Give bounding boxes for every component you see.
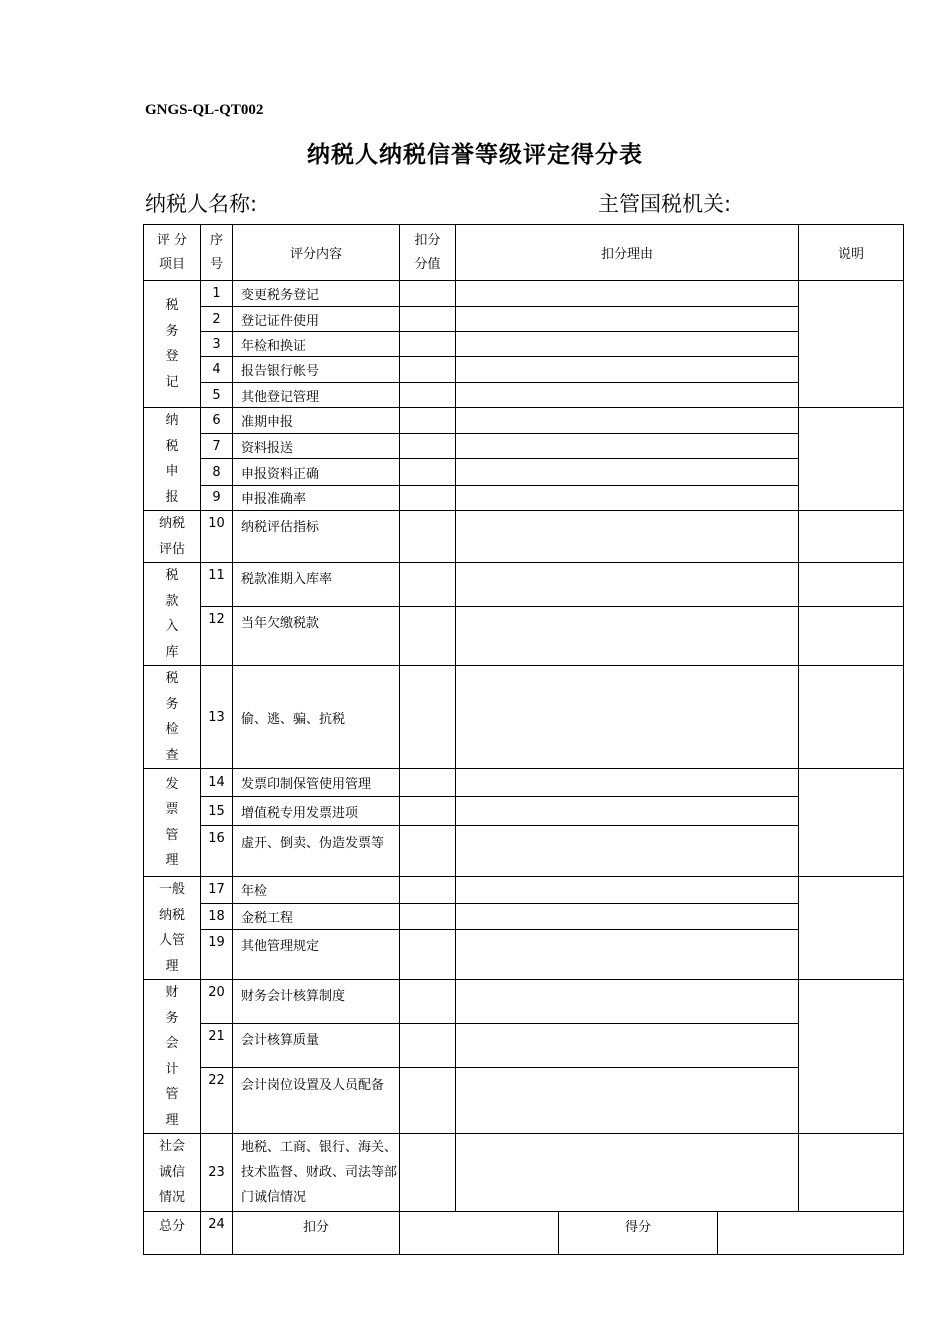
row-content: 虚开、倒卖、伪造发票等 [233, 826, 400, 877]
deduction-cell[interactable] [400, 281, 456, 307]
row-content: 会计核算质量 [233, 1024, 400, 1068]
row-number: 18 [201, 903, 233, 929]
header-number: 序 号 [201, 225, 233, 281]
document-code: GNGS-QL-QT002 [145, 102, 264, 118]
row-number: 1 [201, 281, 233, 307]
reason-cell[interactable] [456, 980, 799, 1024]
table-row [144, 307, 904, 332]
category-tax-payment: 税 款 入 库 [144, 563, 201, 666]
row-content: 变更税务登记 [233, 281, 400, 307]
score-table [143, 224, 904, 1255]
note-cell[interactable] [799, 281, 904, 408]
row-number: 14 [201, 769, 233, 797]
category-financial-accounting-management: 财 务 会 计 管 理 [144, 980, 201, 1134]
reason-cell[interactable] [456, 459, 799, 485]
row-number: 4 [201, 357, 233, 383]
note-cell[interactable] [799, 769, 904, 877]
row-content: 地税、工商、银行、海关、技术监督、财政、司法等部门诚信情况 [233, 1134, 400, 1212]
table-row [144, 826, 904, 877]
table-row [144, 1068, 904, 1134]
reason-cell[interactable] [456, 307, 799, 332]
total-score-label: 总分 [144, 1211, 201, 1254]
deduction-cell[interactable] [400, 459, 456, 485]
table-row [144, 281, 904, 307]
deduction-cell[interactable] [400, 797, 456, 826]
reason-cell[interactable] [456, 332, 799, 357]
row-number: 5 [201, 383, 233, 408]
row-content: 金税工程 [233, 903, 400, 929]
header-reason: 扣分理由 [456, 225, 799, 281]
deduction-cell[interactable] [400, 511, 456, 563]
score-value-cell[interactable] [718, 1211, 904, 1254]
table-row [144, 769, 904, 797]
deduction-cell[interactable] [400, 769, 456, 797]
row-number: 17 [201, 877, 233, 904]
deduction-cell[interactable] [400, 485, 456, 510]
deduction-cell[interactable] [400, 408, 456, 434]
deduction-cell[interactable] [400, 607, 456, 666]
table-row [144, 357, 904, 383]
table-row [144, 903, 904, 929]
summary-row [144, 1211, 904, 1254]
row-content: 税款准期入库率 [233, 563, 400, 607]
table-row [144, 434, 904, 459]
reason-cell[interactable] [456, 281, 799, 307]
table-row [144, 383, 904, 408]
deduction-cell[interactable] [400, 383, 456, 408]
row-content: 资料报送 [233, 434, 400, 459]
row-number: 7 [201, 434, 233, 459]
reason-cell[interactable] [456, 1068, 799, 1134]
row-content: 年检 [233, 877, 400, 904]
deduction-cell[interactable] [400, 307, 456, 332]
taxpayer-name-label: 纳税人名称: [145, 192, 258, 216]
reason-cell[interactable] [456, 511, 799, 563]
deduction-cell[interactable] [400, 666, 456, 769]
reason-cell[interactable] [456, 797, 799, 826]
row-content: 年检和换证 [233, 332, 400, 357]
reason-cell[interactable] [456, 357, 799, 383]
row-number: 12 [201, 607, 233, 666]
row-content: 其他管理规定 [233, 929, 400, 979]
category-invoice-management: 发 票 管 理 [144, 769, 201, 877]
deduction-cell[interactable] [400, 929, 456, 979]
row-number: 22 [201, 1068, 233, 1134]
table-row [144, 929, 904, 979]
deduction-cell[interactable] [400, 826, 456, 877]
reason-cell[interactable] [456, 1134, 799, 1212]
table-row [144, 607, 904, 666]
row-number: 20 [201, 980, 233, 1024]
category-tax-registration: 税 务 登 记 [144, 281, 201, 408]
reason-cell[interactable] [456, 434, 799, 459]
row-number: 13 [201, 666, 233, 769]
row-number: 6 [201, 408, 233, 434]
note-cell[interactable] [799, 980, 904, 1134]
note-cell[interactable] [799, 607, 904, 666]
deduction-cell[interactable] [400, 563, 456, 607]
row-number: 19 [201, 929, 233, 979]
reason-cell[interactable] [456, 1024, 799, 1068]
table-row [144, 666, 904, 769]
tax-authority-label: 主管国税机关: [598, 192, 732, 216]
reason-cell[interactable] [456, 769, 799, 797]
deduction-cell[interactable] [400, 332, 456, 357]
deduction-cell[interactable] [400, 877, 456, 904]
header-category: 评 分 项目 [144, 225, 201, 281]
row-number: 3 [201, 332, 233, 357]
row-number: 9 [201, 485, 233, 510]
row-content: 其他登记管理 [233, 383, 400, 408]
row-number: 23 [201, 1134, 233, 1212]
row-number: 15 [201, 797, 233, 826]
deduct-label: 扣分 [233, 1211, 400, 1254]
row-content: 财务会计核算制度 [233, 980, 400, 1024]
category-tax-filing: 纳 税 申 报 [144, 408, 201, 511]
note-cell[interactable] [799, 511, 904, 563]
row-number: 24 [201, 1211, 233, 1254]
reason-cell[interactable] [456, 563, 799, 607]
reason-cell[interactable] [456, 877, 799, 904]
table-row [144, 980, 904, 1024]
category-social-credit: 社会 诚信 情况 [144, 1134, 201, 1212]
deduct-value-cell[interactable] [400, 1211, 559, 1254]
row-number: 2 [201, 307, 233, 332]
row-content: 报告银行帐号 [233, 357, 400, 383]
note-cell[interactable] [799, 877, 904, 980]
row-content: 发票印制保管使用管理 [233, 769, 400, 797]
reason-cell[interactable] [456, 485, 799, 510]
table-row [144, 797, 904, 826]
category-tax-assessment: 纳税 评估 [144, 511, 201, 563]
table-row [144, 408, 904, 434]
row-content: 申报资料正确 [233, 459, 400, 485]
deduction-cell[interactable] [400, 434, 456, 459]
reason-cell[interactable] [456, 903, 799, 929]
row-number: 21 [201, 1024, 233, 1068]
table-row [144, 563, 904, 607]
header-content: 评分内容 [233, 225, 400, 281]
note-cell[interactable] [799, 408, 904, 511]
category-general-taxpayer-management: 一般 纳税 人管 理 [144, 877, 201, 980]
table-row [144, 1134, 904, 1212]
document-title: 纳税人纳税信誉等级评定得分表 [307, 142, 643, 168]
table-row [144, 877, 904, 904]
deduction-cell[interactable] [400, 1134, 456, 1212]
reason-cell[interactable] [456, 383, 799, 408]
reason-cell[interactable] [456, 929, 799, 979]
table-row [144, 1024, 904, 1068]
row-content: 增值税专用发票进项 [233, 797, 400, 826]
table-row [144, 332, 904, 357]
note-cell[interactable] [799, 666, 904, 769]
reason-cell[interactable] [456, 607, 799, 666]
row-content: 当年欠缴税款 [233, 607, 400, 666]
header-deduction: 扣分 分值 [400, 225, 456, 281]
row-number: 8 [201, 459, 233, 485]
category-tax-inspection: 税 务 检 查 [144, 666, 201, 769]
table-row [144, 485, 904, 510]
row-content: 纳税评估指标 [233, 511, 400, 563]
row-content: 登记证件使用 [233, 307, 400, 332]
deduction-cell[interactable] [400, 903, 456, 929]
deduction-cell[interactable] [400, 1024, 456, 1068]
note-cell[interactable] [799, 1134, 904, 1212]
score-label: 得分 [559, 1211, 718, 1254]
row-content: 准期申报 [233, 408, 400, 434]
deduction-cell[interactable] [400, 357, 456, 383]
reason-cell[interactable] [456, 408, 799, 434]
table-header-row [144, 225, 904, 281]
reason-cell[interactable] [456, 666, 799, 769]
table-row [144, 511, 904, 563]
row-number: 11 [201, 563, 233, 607]
deduction-cell[interactable] [400, 1068, 456, 1134]
deduction-cell[interactable] [400, 980, 456, 1024]
note-cell[interactable] [799, 563, 904, 607]
row-number: 16 [201, 826, 233, 877]
row-number: 10 [201, 511, 233, 563]
row-content: 偷、逃、骗、抗税 [233, 666, 400, 769]
reason-cell[interactable] [456, 826, 799, 877]
table-row [144, 459, 904, 485]
header-note: 说明 [799, 225, 904, 281]
row-content: 会计岗位设置及人员配备 [233, 1068, 400, 1134]
row-content: 申报准确率 [233, 485, 400, 510]
